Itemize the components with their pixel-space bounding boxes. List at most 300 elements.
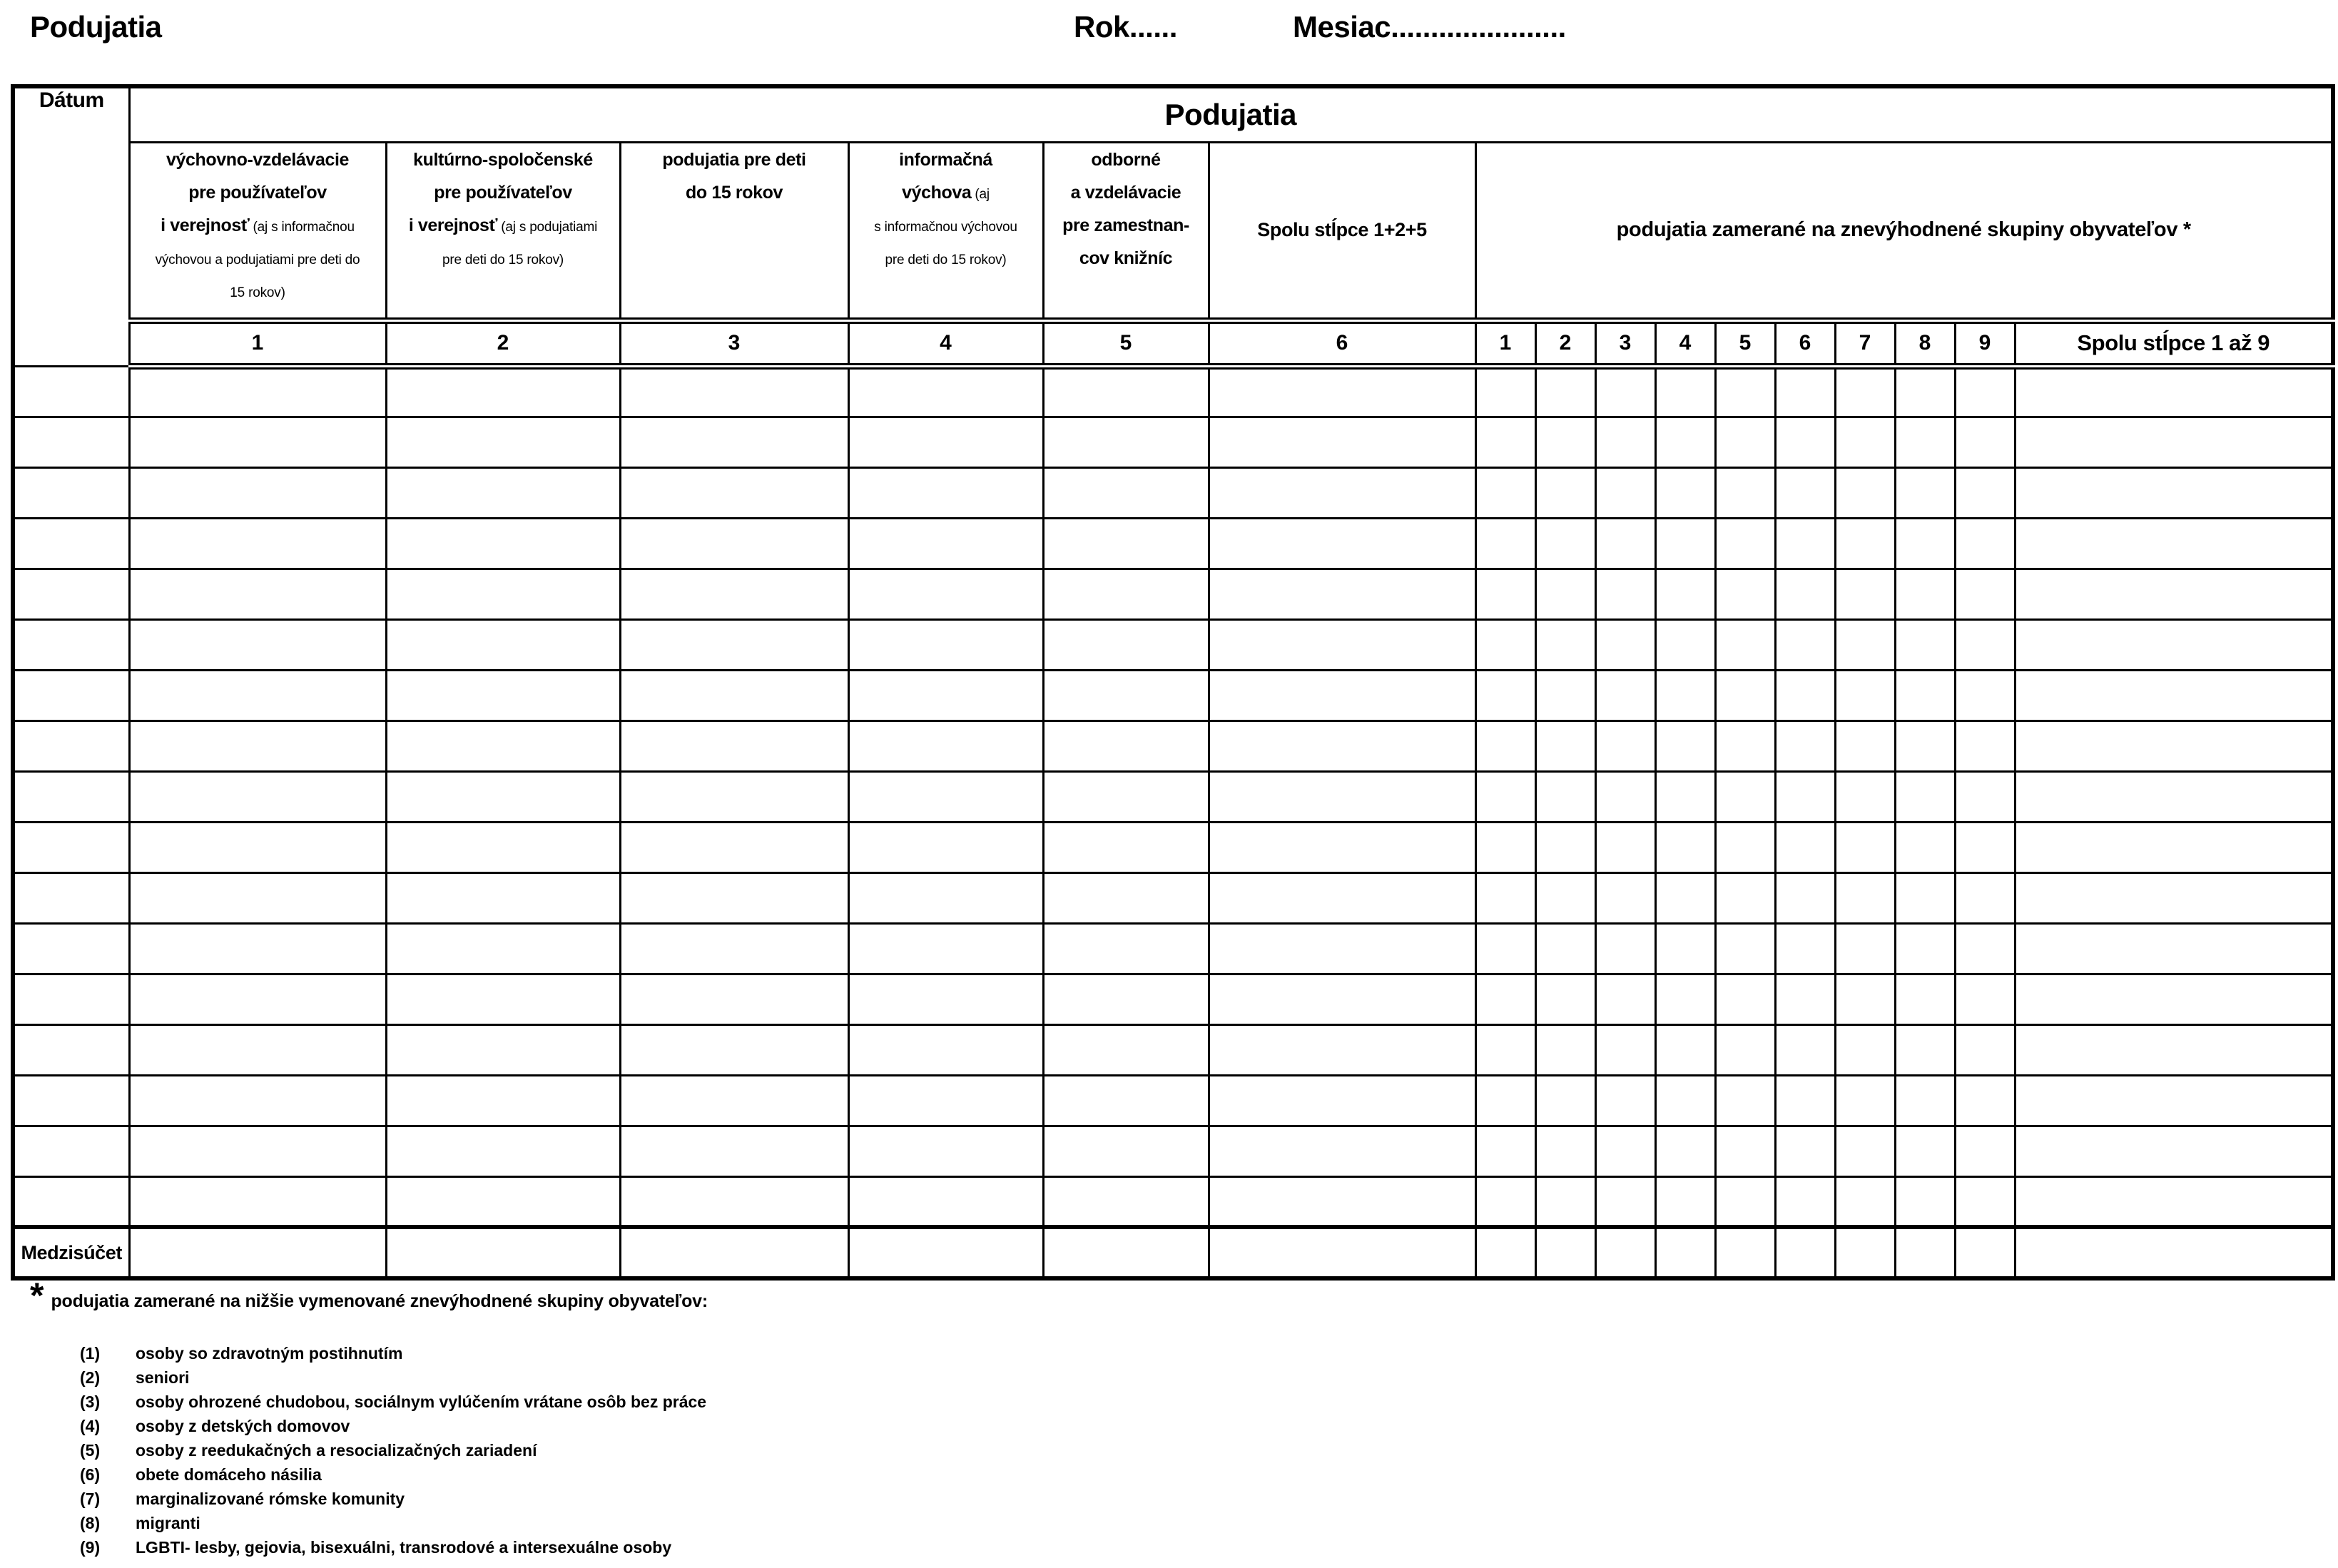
col-number-3: 3 — [620, 320, 848, 366]
footnote-item — [80, 1390, 706, 1414]
col1-line: pre používateľov — [188, 182, 327, 203]
table-row — [13, 822, 2333, 872]
value-cell — [1775, 822, 1835, 872]
value-cell — [1715, 771, 1775, 822]
value-cell — [1655, 771, 1715, 822]
table-row — [13, 974, 2333, 1024]
value-cell — [620, 872, 848, 923]
date-cell — [13, 1075, 129, 1126]
value-cell — [2015, 619, 2333, 670]
value-cell — [1715, 1075, 1775, 1126]
value-cell — [1955, 923, 2015, 974]
value-cell — [1775, 467, 1835, 518]
col2-header — [386, 142, 620, 320]
group-number-4: 4 — [1655, 320, 1715, 366]
value-cell — [1209, 1126, 1475, 1176]
value-cell — [1955, 619, 2015, 670]
value-cell — [1715, 569, 1775, 619]
value-cell — [1475, 569, 1535, 619]
value-cell — [1595, 619, 1655, 670]
value-cell — [2015, 974, 2333, 1024]
date-cell — [13, 923, 129, 974]
footnote-heading — [30, 1276, 708, 1315]
value-cell — [1043, 721, 1209, 771]
value-cell — [848, 467, 1043, 518]
value-cell — [2015, 771, 2333, 822]
footnote-item-number: (2) — [80, 1368, 101, 1387]
value-cell — [1655, 569, 1715, 619]
value-cell — [386, 974, 620, 1024]
value-cell — [620, 569, 848, 619]
subtotal-value-cell — [848, 1227, 1043, 1278]
group-number-9: 9 — [1955, 320, 2015, 366]
value-cell — [1209, 417, 1475, 467]
value-cell — [386, 872, 620, 923]
table-row — [13, 1176, 2333, 1227]
col3-header — [620, 142, 848, 320]
footnote-item-text: migranti — [136, 1514, 200, 1532]
value-cell — [1955, 1126, 2015, 1176]
value-cell — [1715, 721, 1775, 771]
value-cell — [1043, 670, 1209, 721]
value-cell — [1475, 1075, 1535, 1126]
footnote-item-text: osoby so zdravotným postihnutím — [136, 1344, 403, 1363]
table-body — [13, 366, 2333, 1278]
value-cell — [1475, 467, 1535, 518]
footnote-item-text: obete domáceho násilia — [136, 1465, 322, 1484]
value-cell — [1043, 417, 1209, 467]
value-cell — [2015, 417, 2333, 467]
page-title: Podujatia — [30, 10, 162, 44]
value-cell — [1655, 1024, 1715, 1075]
value-cell — [848, 1075, 1043, 1126]
value-cell — [129, 822, 386, 872]
value-cell — [848, 1176, 1043, 1227]
col6-header-total-125: Spolu stĺpce 1+2+5 — [1209, 142, 1475, 320]
value-cell — [1895, 1075, 1955, 1126]
subtotal-value-cell — [620, 1227, 848, 1278]
value-cell — [1775, 721, 1835, 771]
value-cell — [1835, 366, 1895, 417]
value-cell — [129, 1176, 386, 1227]
value-cell — [1595, 872, 1655, 923]
value-cell — [1209, 1176, 1475, 1227]
col4-line: s informačnou výchovou — [874, 219, 1017, 235]
value-cell — [129, 872, 386, 923]
value-cell — [1209, 974, 1475, 1024]
value-cell — [1043, 974, 1209, 1024]
value-cell — [620, 417, 848, 467]
value-cell — [1955, 1176, 2015, 1227]
value-cell — [1475, 1024, 1535, 1075]
date-cell — [13, 872, 129, 923]
value-cell — [1595, 1024, 1655, 1075]
value-cell — [1655, 1126, 1715, 1176]
value-cell — [848, 619, 1043, 670]
value-cell — [1595, 518, 1655, 569]
value-cell — [129, 366, 386, 417]
value-cell — [386, 518, 620, 569]
value-cell — [386, 467, 620, 518]
value-cell — [1209, 721, 1475, 771]
value-cell — [1895, 569, 1955, 619]
footnote-item — [80, 1341, 706, 1365]
col2-line: pre deti do 15 rokov) — [442, 252, 564, 268]
value-cell — [1775, 619, 1835, 670]
value-cell — [129, 1075, 386, 1126]
table-row — [13, 771, 2333, 822]
value-cell — [1775, 417, 1835, 467]
value-cell — [1209, 366, 1475, 417]
value-cell — [1895, 1126, 1955, 1176]
value-cell — [386, 366, 620, 417]
value-cell — [1535, 467, 1595, 518]
value-cell — [1955, 1024, 2015, 1075]
value-cell — [1535, 1126, 1595, 1176]
col1-line: 15 rokov) — [230, 285, 285, 300]
value-cell — [129, 1126, 386, 1176]
col2-line: pre používateľov — [434, 182, 572, 203]
footnote-item-text: osoby z reedukačných a resocializačných zariadení — [136, 1441, 537, 1460]
value-cell — [1475, 417, 1535, 467]
value-cell — [1835, 872, 1895, 923]
value-cell — [1775, 366, 1835, 417]
value-cell — [1775, 1176, 1835, 1227]
value-cell — [1895, 518, 1955, 569]
table-row — [13, 467, 2333, 518]
col4-line: výchova (aj — [902, 182, 990, 203]
value-cell — [1043, 619, 1209, 670]
value-cell — [1475, 366, 1535, 417]
value-cell — [1535, 822, 1595, 872]
value-cell — [848, 974, 1043, 1024]
value-cell — [1895, 366, 1955, 417]
value-cell — [1895, 974, 1955, 1024]
group-number-8: 8 — [1895, 320, 1955, 366]
col5-line: a vzdelávacie — [1070, 182, 1181, 203]
value-cell — [620, 923, 848, 974]
col2-line: kultúrno-spoločenské — [413, 149, 593, 170]
value-cell — [1715, 619, 1775, 670]
value-cell — [1535, 569, 1595, 619]
total-1-to-9-header: Spolu stĺpce 1 až 9 — [2015, 320, 2333, 366]
value-cell — [1715, 417, 1775, 467]
value-cell — [848, 670, 1043, 721]
value-cell — [2015, 1075, 2333, 1126]
value-cell — [386, 1075, 620, 1126]
value-cell — [1955, 721, 2015, 771]
value-cell — [1775, 1024, 1835, 1075]
subtotal-value-cell — [386, 1227, 620, 1278]
subtotal-value-cell — [129, 1227, 386, 1278]
value-cell — [1895, 872, 1955, 923]
value-cell — [1835, 1075, 1895, 1126]
footnote-item — [80, 1487, 706, 1511]
value-cell — [2015, 872, 2333, 923]
value-cell — [1655, 923, 1715, 974]
value-cell — [1595, 417, 1655, 467]
value-cell — [1955, 569, 2015, 619]
value-cell — [1715, 467, 1775, 518]
value-cell — [1775, 1075, 1835, 1126]
date-cell — [13, 822, 129, 872]
value-cell — [1835, 619, 1895, 670]
value-cell — [129, 974, 386, 1024]
date-cell — [13, 771, 129, 822]
value-cell — [1955, 1075, 2015, 1126]
value-cell — [1043, 569, 1209, 619]
value-cell — [620, 822, 848, 872]
col-number-4: 4 — [848, 320, 1043, 366]
value-cell — [1535, 771, 1595, 822]
value-cell — [1595, 923, 1655, 974]
footnote-item — [80, 1365, 706, 1390]
subtotal-row — [13, 1227, 2333, 1278]
value-cell — [1715, 518, 1775, 569]
value-cell — [1209, 518, 1475, 569]
value-cell — [1043, 366, 1209, 417]
footnote-list — [80, 1341, 706, 1559]
value-cell — [1595, 366, 1655, 417]
footnote-item-number: (4) — [80, 1417, 101, 1435]
value-cell — [1955, 366, 2015, 417]
value-cell — [1835, 1024, 1895, 1075]
col1-line: výchovou a podujatiami pre deti do — [155, 252, 360, 268]
value-cell — [129, 923, 386, 974]
footnote-item-text: marginalizované rómske komunity — [136, 1490, 405, 1508]
value-cell — [1655, 974, 1715, 1024]
col1-header — [129, 142, 386, 320]
value-cell — [848, 417, 1043, 467]
subtotal-value-cell — [1209, 1227, 1475, 1278]
col-number-1: 1 — [129, 320, 386, 366]
date-cell — [13, 1126, 129, 1176]
value-cell — [386, 822, 620, 872]
events-table — [11, 84, 2335, 1281]
date-cell — [13, 974, 129, 1024]
col5-line: odborné — [1091, 149, 1161, 170]
value-cell — [1895, 670, 1955, 721]
value-cell — [2015, 923, 2333, 974]
col2-line: i verejnosť (aj s podujatiami — [408, 215, 598, 235]
footnote-item — [80, 1438, 706, 1462]
date-cell — [13, 518, 129, 569]
value-cell — [2015, 467, 2333, 518]
subtotal-value-cell — [1595, 1227, 1655, 1278]
value-cell — [1895, 771, 1955, 822]
value-cell — [1715, 1176, 1775, 1227]
footnote-item-number: (6) — [80, 1465, 101, 1484]
value-cell — [1043, 822, 1209, 872]
table-row — [13, 518, 2333, 569]
value-cell — [386, 619, 620, 670]
date-cell — [13, 1176, 129, 1227]
date-cell — [13, 670, 129, 721]
value-cell — [848, 923, 1043, 974]
value-cell — [1835, 670, 1895, 721]
value-cell — [1043, 518, 1209, 569]
group-number-2: 2 — [1535, 320, 1595, 366]
footnote-item-text: seniori — [136, 1368, 190, 1387]
value-cell — [1955, 822, 2015, 872]
value-cell — [1775, 974, 1835, 1024]
value-cell — [1895, 1024, 1955, 1075]
value-cell — [1655, 670, 1715, 721]
col4-line: informačná — [899, 149, 992, 170]
value-cell — [129, 721, 386, 771]
value-cell — [1775, 569, 1835, 619]
value-cell — [1595, 1176, 1655, 1227]
value-cell — [620, 467, 848, 518]
value-cell — [1775, 923, 1835, 974]
footnote-title: podujatia zamerané na nižšie vymenované znevýhodnené skupiny obyvateľov: — [51, 1291, 708, 1311]
value-cell — [620, 1176, 848, 1227]
value-cell — [1715, 872, 1775, 923]
value-cell — [1655, 872, 1715, 923]
footnote-item-number: (1) — [80, 1344, 101, 1363]
table-row — [13, 923, 2333, 974]
value-cell — [1475, 872, 1535, 923]
value-cell — [2015, 1126, 2333, 1176]
value-cell — [1475, 518, 1535, 569]
value-cell — [1835, 1176, 1895, 1227]
value-cell — [1209, 670, 1475, 721]
footnote-item-number: (9) — [80, 1538, 101, 1557]
subtotal-value-cell — [1895, 1227, 1955, 1278]
table-row — [13, 417, 2333, 467]
footnote-item-text: osoby z detských domovov — [136, 1417, 350, 1435]
date-cell — [13, 619, 129, 670]
disadvantaged-groups-header: podujatia zamerané na znevýhodnené skupiny obyvateľov * — [1475, 142, 2333, 320]
value-cell — [2015, 366, 2333, 417]
subtotal-value-cell — [1535, 1227, 1595, 1278]
value-cell — [1475, 771, 1535, 822]
value-cell — [1535, 923, 1595, 974]
value-cell — [1535, 1176, 1595, 1227]
value-cell — [129, 1024, 386, 1075]
value-cell — [1955, 771, 2015, 822]
col-number-6: 6 — [1209, 320, 1475, 366]
value-cell — [1775, 1126, 1835, 1176]
value-cell — [1535, 366, 1595, 417]
value-cell — [1209, 1024, 1475, 1075]
value-cell — [386, 670, 620, 721]
value-cell — [2015, 670, 2333, 721]
value-cell — [129, 518, 386, 569]
value-cell — [1043, 1126, 1209, 1176]
value-cell — [620, 518, 848, 569]
date-cell — [13, 1024, 129, 1075]
col5-line: cov knižníc — [1079, 248, 1173, 268]
date-cell — [13, 467, 129, 518]
group-number-6: 6 — [1775, 320, 1835, 366]
value-cell — [386, 1176, 620, 1227]
value-cell — [1895, 721, 1955, 771]
value-cell — [1595, 974, 1655, 1024]
value-cell — [1835, 569, 1895, 619]
value-cell — [620, 771, 848, 822]
value-cell — [1535, 1075, 1595, 1126]
value-cell — [1835, 417, 1895, 467]
value-cell — [848, 569, 1043, 619]
table-row — [13, 366, 2333, 417]
year-label: Rok...... — [1074, 10, 1177, 44]
value-cell — [1655, 518, 1715, 569]
value-cell — [1043, 872, 1209, 923]
value-cell — [848, 771, 1043, 822]
value-cell — [386, 923, 620, 974]
value-cell — [1775, 771, 1835, 822]
value-cell — [386, 1024, 620, 1075]
col1-line: výchovno-vzdelávacie — [166, 149, 349, 170]
value-cell — [1535, 518, 1595, 569]
value-cell — [1475, 974, 1535, 1024]
value-cell — [1209, 569, 1475, 619]
value-cell — [1595, 822, 1655, 872]
value-cell — [129, 417, 386, 467]
value-cell — [1835, 771, 1895, 822]
table-row — [13, 569, 2333, 619]
subtotal-value-cell — [2015, 1227, 2333, 1278]
value-cell — [1475, 1126, 1535, 1176]
table-row — [13, 1075, 2333, 1126]
value-cell — [1715, 1126, 1775, 1176]
value-cell — [848, 518, 1043, 569]
value-cell — [1655, 619, 1715, 670]
value-cell — [1535, 1024, 1595, 1075]
subtotal-value-cell — [1043, 1227, 1209, 1278]
value-cell — [129, 569, 386, 619]
footnote-item — [80, 1511, 706, 1535]
subtotal-value-cell — [1955, 1227, 2015, 1278]
value-cell — [129, 467, 386, 518]
value-cell — [1475, 822, 1535, 872]
value-cell — [1209, 619, 1475, 670]
footnote-item — [80, 1462, 706, 1487]
value-cell — [1835, 721, 1895, 771]
asterisk-marker: * — [30, 1276, 44, 1315]
value-cell — [1715, 1024, 1775, 1075]
date-cell — [13, 366, 129, 417]
date-cell — [13, 417, 129, 467]
footnote-item-text: LGBTI- lesby, gejovia, bisexuálni, transrodové a intersexuálne osoby — [136, 1538, 672, 1557]
value-cell — [1835, 923, 1895, 974]
value-cell — [1475, 923, 1535, 974]
col-number-5: 5 — [1043, 320, 1209, 366]
value-cell — [1655, 1075, 1715, 1126]
value-cell — [2015, 721, 2333, 771]
value-cell — [620, 1024, 848, 1075]
subtotal-label: Medzisúčet — [13, 1227, 129, 1278]
value-cell — [1715, 366, 1775, 417]
footnote-item — [80, 1414, 706, 1438]
value-cell — [2015, 1176, 2333, 1227]
table-row — [13, 721, 2333, 771]
value-cell — [848, 1126, 1043, 1176]
value-cell — [620, 670, 848, 721]
value-cell — [848, 1024, 1043, 1075]
value-cell — [2015, 569, 2333, 619]
value-cell — [1835, 974, 1895, 1024]
value-cell — [1775, 670, 1835, 721]
value-cell — [1595, 1126, 1655, 1176]
events-group-header: Podujatia — [129, 86, 2333, 142]
group-number-5: 5 — [1715, 320, 1775, 366]
value-cell — [1895, 1176, 1955, 1227]
value-cell — [1655, 1176, 1715, 1227]
subtotal-value-cell — [1835, 1227, 1895, 1278]
footnote-item-number: (8) — [80, 1514, 101, 1532]
